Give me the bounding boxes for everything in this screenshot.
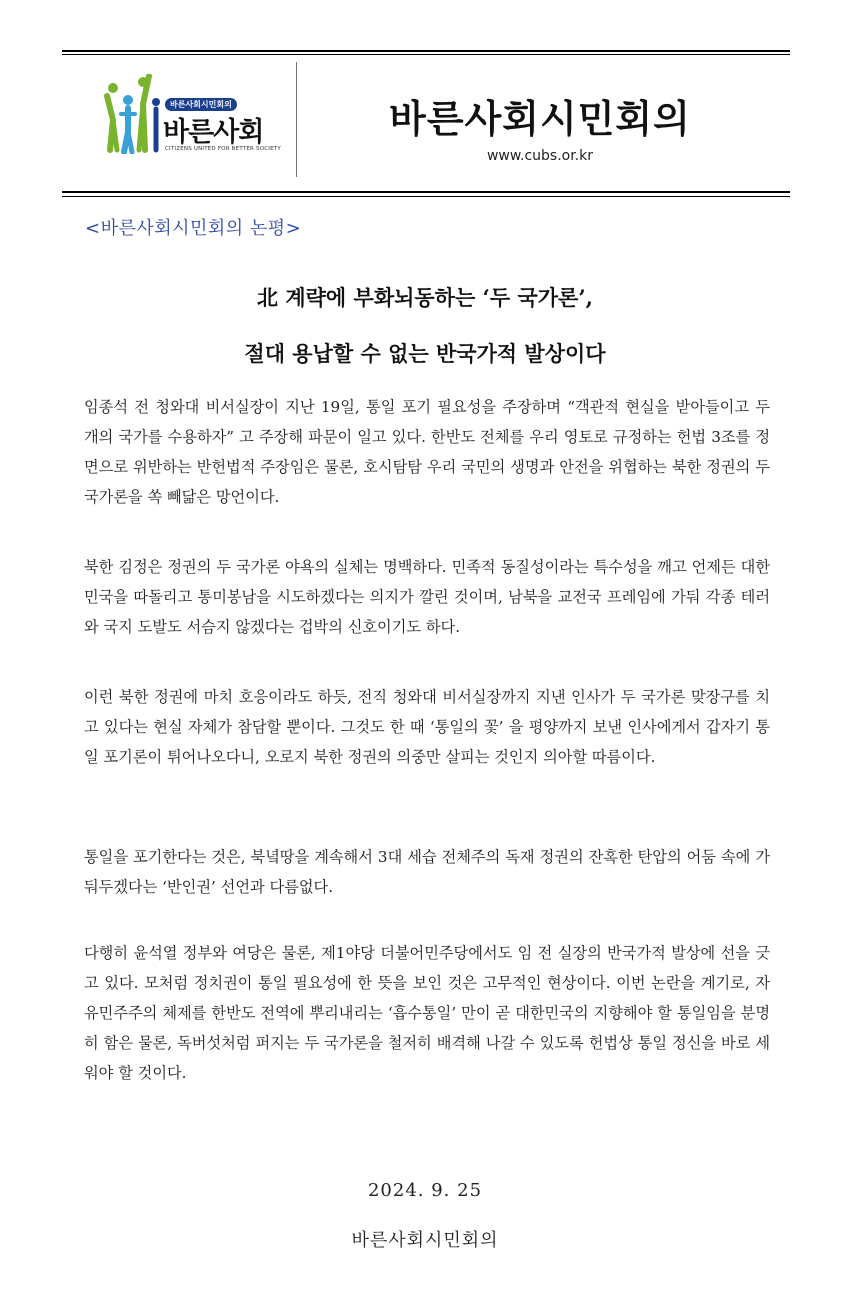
header-divider [296, 62, 297, 177]
logo-name: 바른사회 [163, 117, 264, 148]
body-paragraph-4: 통일을 포기한다는 것은, 북녘땅을 계속해서 3대 세습 전체주의 독재 정권의 잔혹한 탄압의 어둠 속에 가둬두겠다는 ‘반인권’ 선언과 다름없다. [84, 848, 770, 896]
logo-tagline: CITIZENS UNITED FOR BETTER SOCIETY [165, 146, 281, 152]
headline-line-2: 절대 용납할 수 없는 반국가적 발상이다 [244, 341, 606, 366]
publication-date: 2024. 9. 25 [367, 1180, 483, 1201]
header-bottom-rule-thin [62, 196, 790, 197]
organization-title: 바른사회시민회의 [389, 97, 691, 141]
headline-line-1: 北 계략에 부화뇌동하는 ‘두 국가론’, [257, 285, 593, 310]
organization-url[interactable]: www.cubs.or.kr [486, 148, 594, 164]
logo-small-label: 바른사회시민회의 [165, 98, 237, 111]
body-paragraph-2: 북한 김정은 정권의 두 국가론 야욕의 실체는 명백하다. 민족적 동질성이라는 특수성을 깨고 언제든 대한민국을 따돌리고 통미봉남을 시도하겠다는 의지가 깔린 것이며, 남북을 교전국 프레임에 가둬 각종 테러와 국지 도발도 서슴지 않겠다는 겁박의 신호이기도 하다. [84, 558, 770, 636]
body-paragraph-3: 이런 북한 정권에 마치 호응이라도 하듯, 전직 청와대 비서실장까지 지낸 인사가 두 국가론 맞장구를 치고 있다는 현실 자체가 참담할 뿐이다. 그것도 한 때 ‘통일의 꽃’ 을 평양까지 보낸 인사에게서 갑자기 통일 포기론이 튀어나오다니, 오로지 북한 정권의 의중만 살피는 것인지 의아할 따름이다. [84, 688, 770, 766]
body-paragraph-5: 다행히 윤석열 정부와 여당은 물론, 제1야당 더불어민주당에서도 임 전 실장의 반국가적 발상에 선을 긋고 있다. 모처럼 정치권이 통일 필요성에 한 뜻을 보인 것은 고무적인 현상이다. 이번 논란을 계기로, 자유민주주의 체제를 한반도 전역에 뿌리내리는 ‘흡수통일’ 만이 곧 대한민국의 지향해야 할 통일임을 분명히 함은 물론, 독버섯처럼 퍼지는 두 국가론을 철저히 배격해 나갈 수 있도록 헌법상 통일 정신을 바로 세워야 할 것이다. [84, 944, 770, 1082]
people-figures-icon [103, 74, 163, 154]
signature: 바른사회시민회의 [351, 1230, 499, 1251]
body-paragraph-1: 임종석 전 청와대 비서실장이 지난 19일, 통일 포기 필요성을 주장하며 “객관적 현실을 받아들이고 두 개의 국가를 수용하자” 고 주장해 파문이 일고 있다. 한반도 전체를 우리 영토로 규정하는 헌법 3조를 정면으로 위반하는 반헌법적 주장임은 물론, 호시탐탐 우리 국민의 생명과 안전을 위협하는 북한 정권의 두 국가론을 쏙 빼닮은 망언이다. [84, 398, 770, 506]
header-top-rule-thin [62, 54, 790, 55]
organization-logo [103, 72, 281, 162]
header-bottom-rule [62, 191, 790, 193]
header-top-rule [62, 50, 790, 52]
section-label: <바른사회시민회의 논평> [85, 218, 302, 239]
